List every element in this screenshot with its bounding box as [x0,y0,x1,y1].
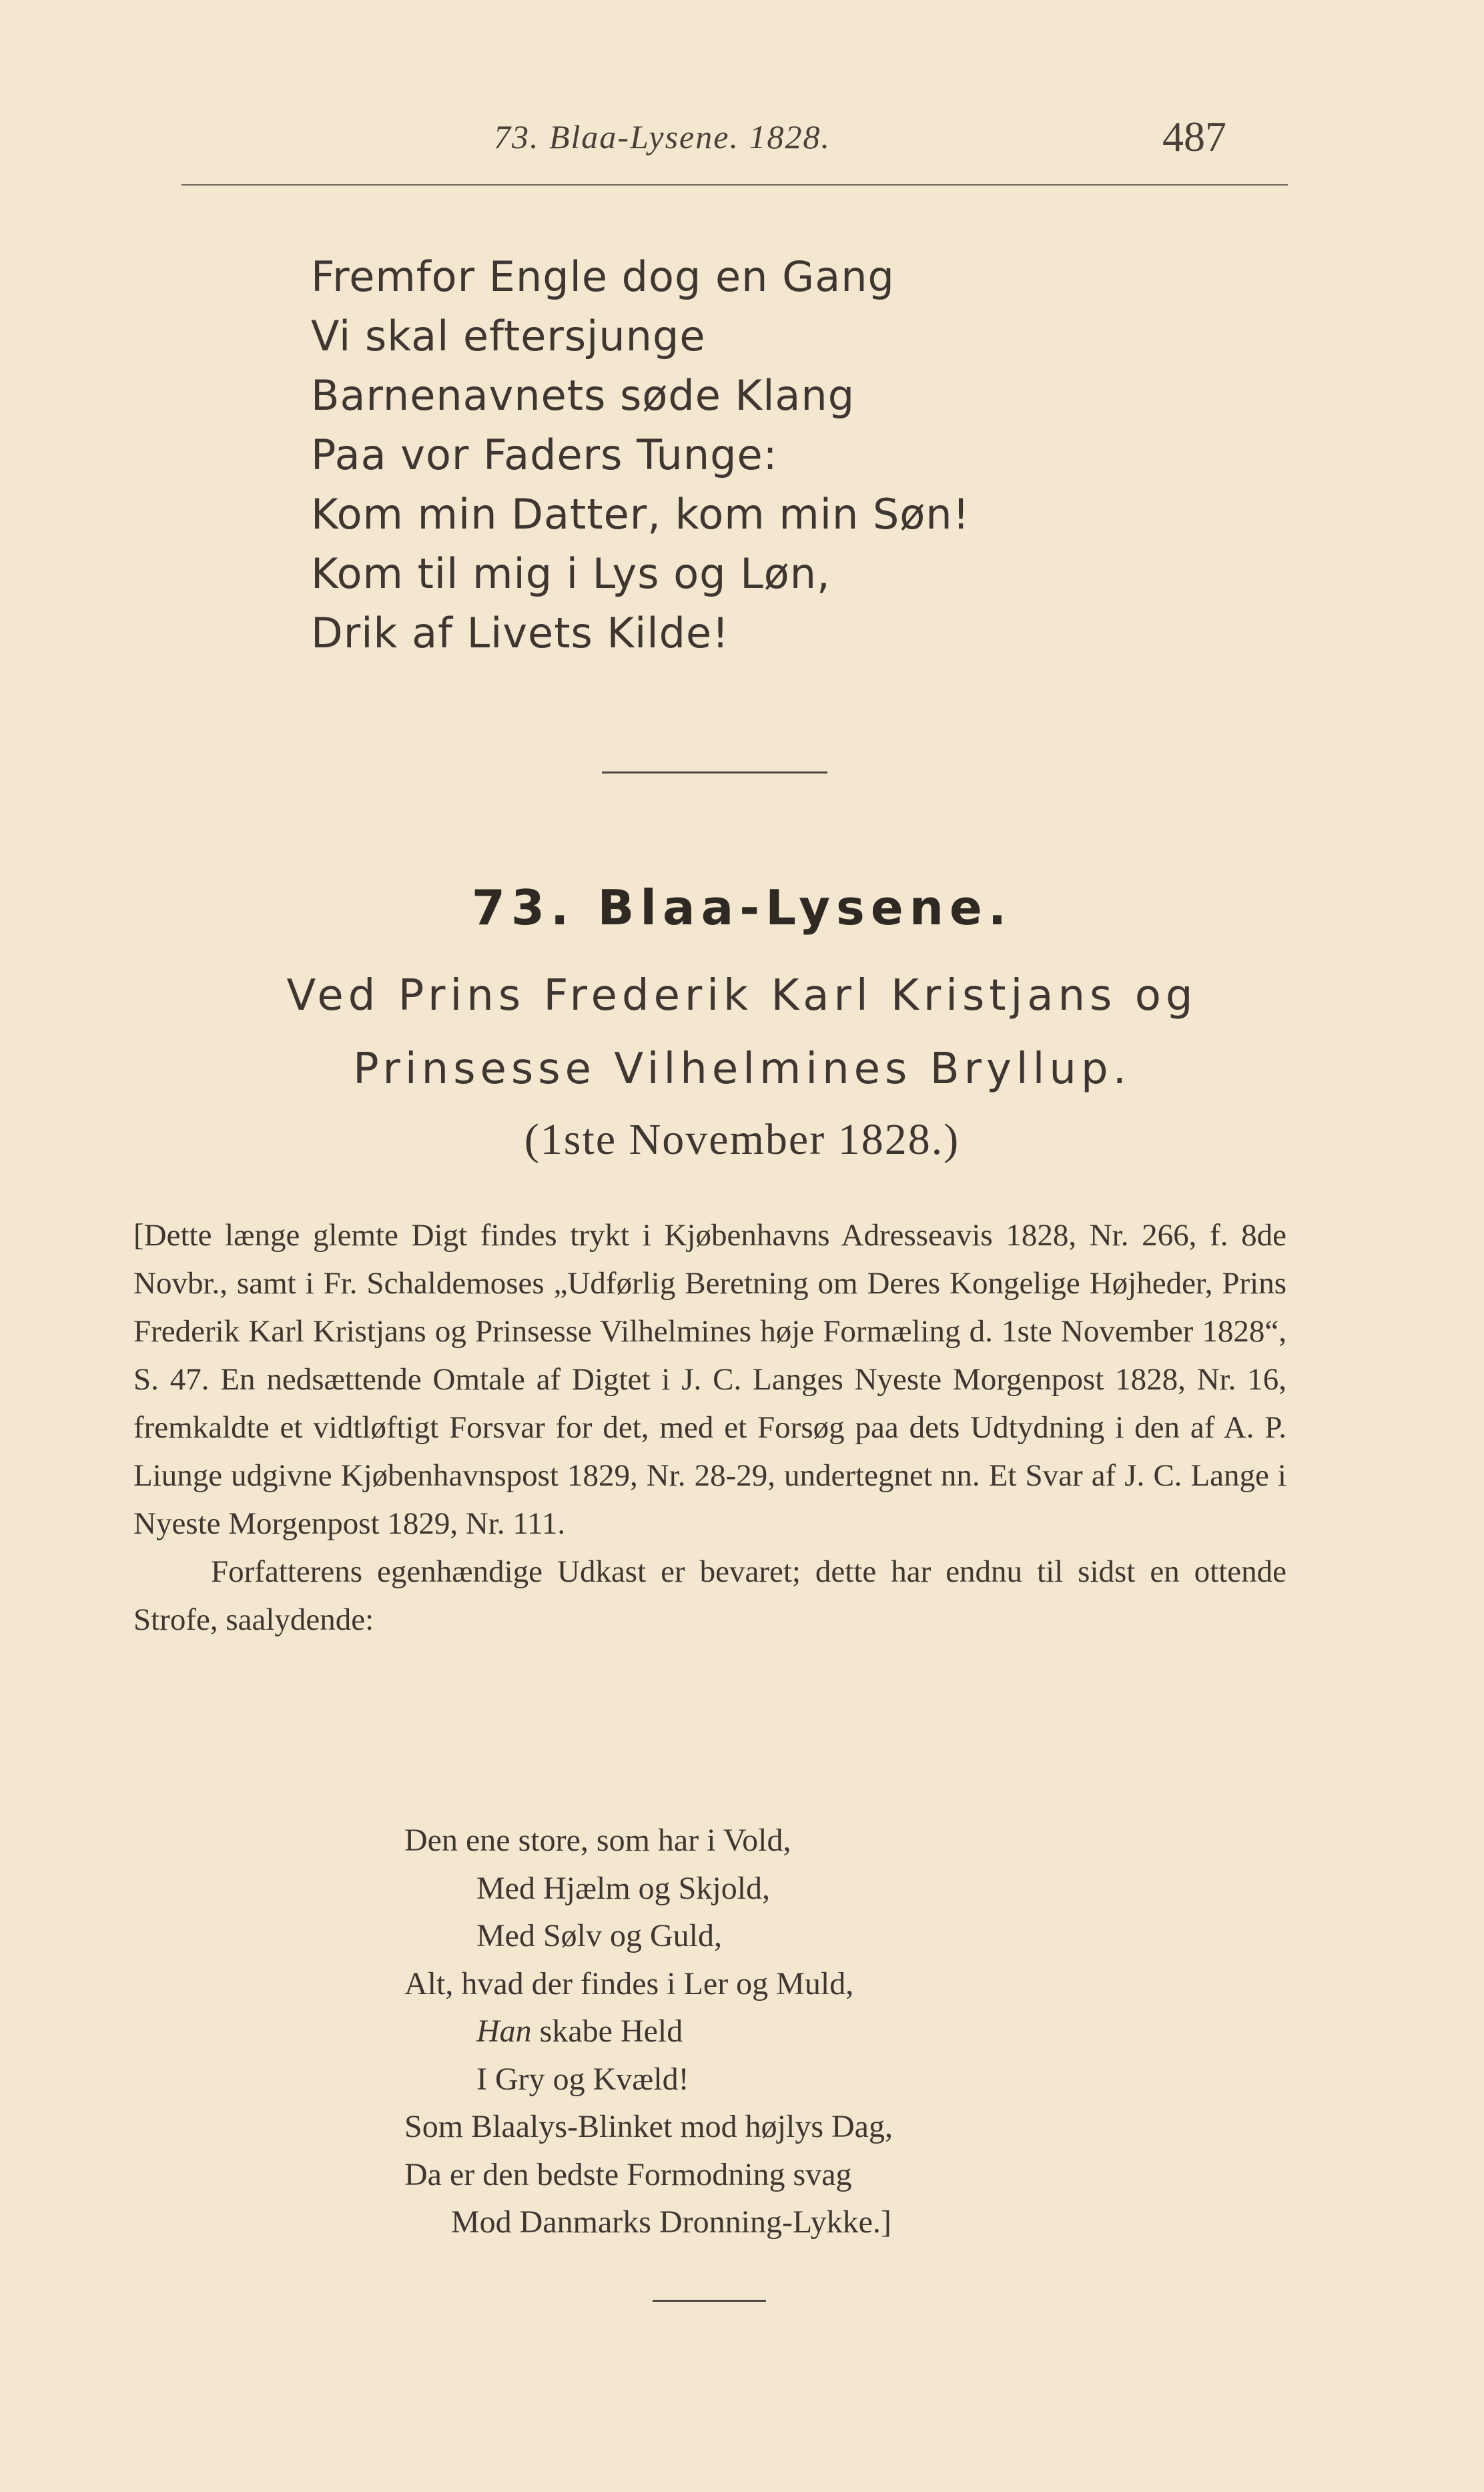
section-title: 73. Blaa-Lysene. [471,880,1013,936]
section-subtitle-line-1: Ved Prins Frederik Karl Kristjans og [286,971,1198,1020]
poem-line: Kom til mig i Lys og Løn, [311,549,831,598]
poem-line: Fremfor Engle dog en Gang [311,252,895,301]
verse-line: Som Blaalys-Blinket mod højlys Dag, [404,2109,893,2144]
poem-line: Drik af Livets Kilde! [311,609,729,657]
section-date: (1ste November 1828.) [524,1115,960,1164]
poem-line: Paa vor Faders Tunge: [311,430,778,479]
poem-stanza [311,247,970,663]
verse-line: Alt, hvad der findes i Ler og Muld, [404,1965,854,2001]
verse-line: I Gry og Kvæld! [476,2061,689,2097]
section-subtitle-line-2: Prinsesse Vilhelmines Bryllup. [353,1044,1131,1094]
end-divider [653,2300,766,2302]
running-head [0,112,1484,166]
verse-line: Med Hjælm og Skjold, [476,1870,771,1906]
poem-line: Barnenavnets søde Klang [311,371,855,420]
note-paragraph-2: Forfatterens egenhændige Udkast er bevaret; dette har endnu til sidst en ottende Strofe, saalydende: [133,1554,1286,1637]
note-paragraph-1: [Dette længe glemte Digt findes trykt i Kjøbenhavns Adresseavis 1828, Nr. 266, f. 8de Novbr., samt i Fr. Schaldemoses „Udførlig Beretning om Deres Kongelige Højheder, Prins Frederik Karl Kristjans og Prinsesse Vilhelmines høje Formæling d. 1ste November 1828“, S. 47. En nedsættende Omtale af Digtet i J. C. Langes Nyeste Morgenpost 1828, Nr. 16, fremkaldte et vidtløftigt Forsvar for det, med et Forsøg paa dets Udtydning i den af A. P. Liunge udgivne Kjøbenhavnspost 1829, Nr. 28-29, undertegnet nn. Et Svar af J. C. Lange i Nyeste Morgenpost 1829, Nr. 111. [133,1218,1286,1541]
verse-line: Med Sølv og Guld, [476,1918,723,1953]
poem-line: Kom min Datter, kom min Søn! [311,490,970,539]
header-rule [181,184,1288,186]
verse-line [404,2007,893,2056]
verse-line: Da er den bedste Formodning svag [404,2156,852,2192]
poem-line: Vi skal eftersjunge [311,312,706,360]
running-head-title: 73. Blaa-Lysene. 1828. [494,118,831,155]
verse-line-rest: skabe Held [531,2013,683,2049]
draft-stanza [404,1817,893,2246]
page-number: 487 [1162,113,1226,160]
verse-line: Mod Danmarks Dronning-Lykke.] [451,2204,891,2240]
editorial-note [133,1211,1286,1644]
verse-line: Den ene store, som har i Vold, [404,1823,791,1858]
verse-italic-word: Han [476,2013,532,2049]
section-divider [602,771,827,773]
